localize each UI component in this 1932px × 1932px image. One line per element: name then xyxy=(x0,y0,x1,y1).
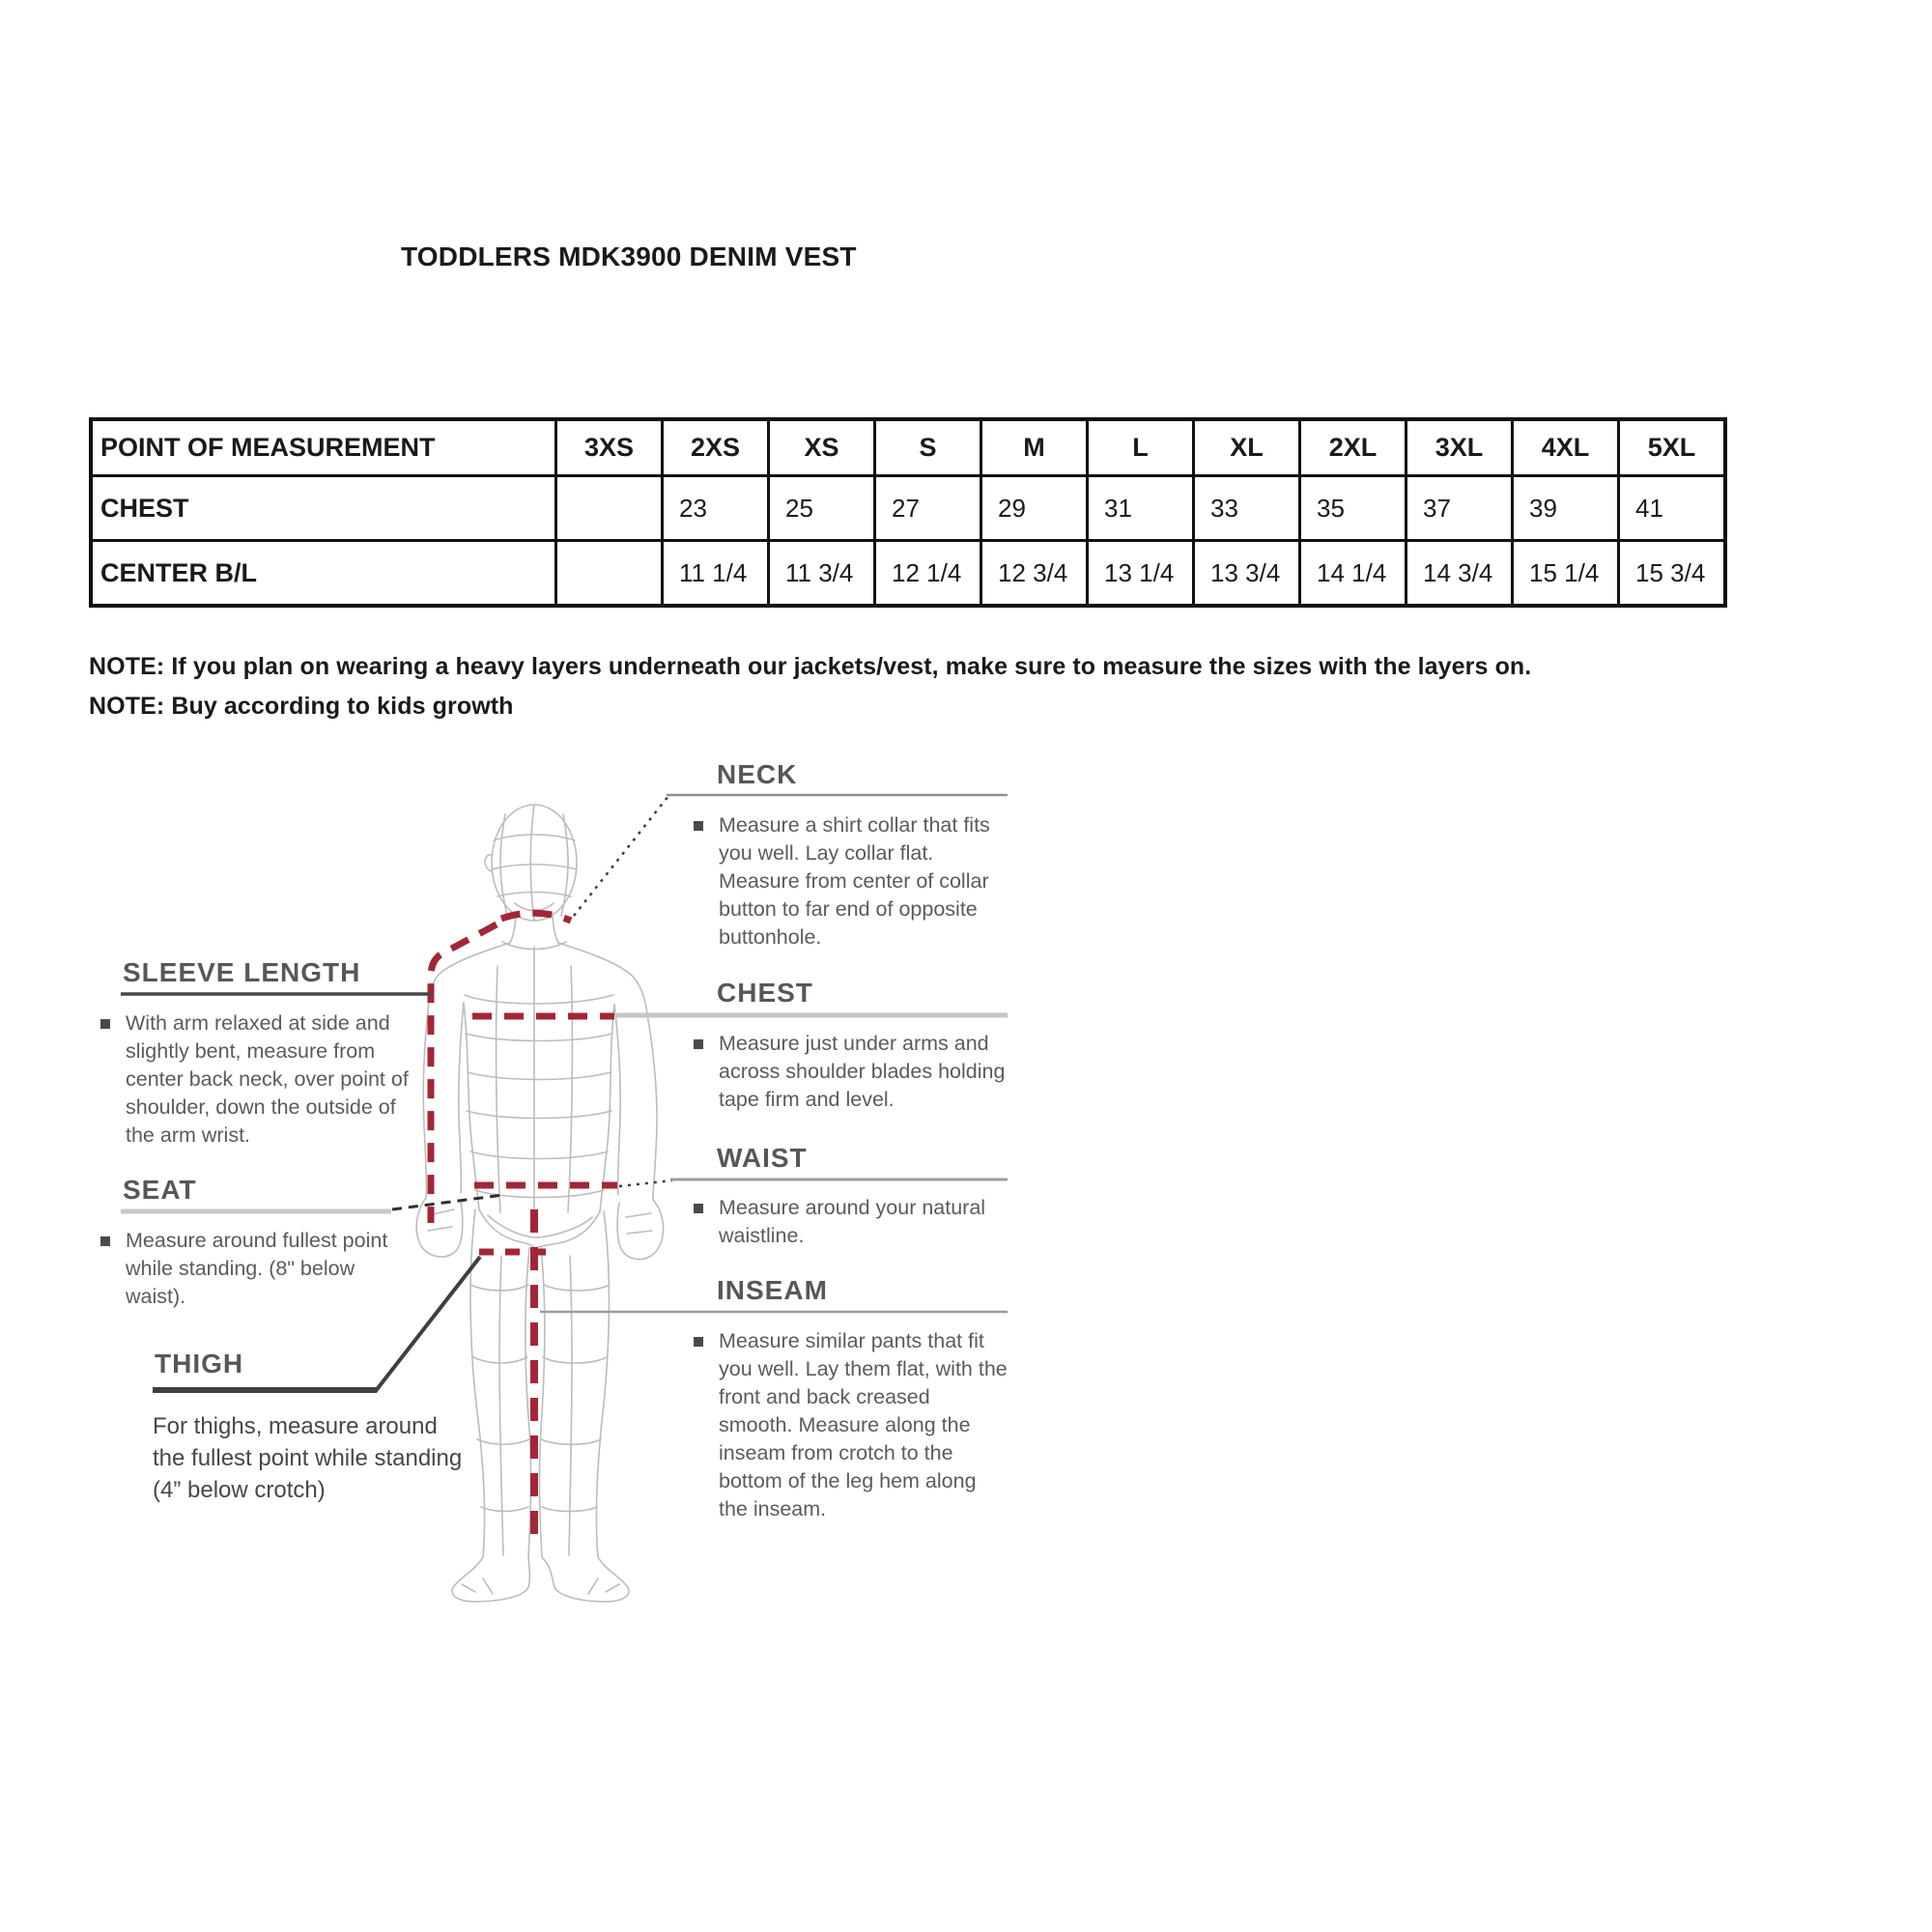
seat-pointer-line xyxy=(392,1195,503,1209)
neck-measure-line xyxy=(501,913,571,921)
chest-value-s: 27 xyxy=(875,476,981,541)
column-header-2xs: 2XS xyxy=(663,419,769,476)
centerbl-value-4xl: 15 1/4 xyxy=(1513,541,1619,607)
sleeve-length-label: SLEEVE LENGTH xyxy=(123,957,361,987)
sleeve-length-measure-line xyxy=(431,924,497,1223)
table-row-chest xyxy=(91,476,1725,541)
centerbl-value-s: 12 1/4 xyxy=(875,541,981,607)
bullet-square-icon xyxy=(100,1019,110,1029)
bullet-square-icon xyxy=(694,1337,703,1347)
chest-value-4xl: 39 xyxy=(1513,476,1619,541)
column-header-4xl: 4XL xyxy=(1513,419,1619,476)
thigh-label: THIGH xyxy=(155,1349,244,1378)
column-header-3xs: 3XS xyxy=(556,419,663,476)
thigh-description: For thighs, measure around the fullest point while standing (4” below crotch) xyxy=(153,1413,463,1503)
column-header-s: S xyxy=(875,419,981,476)
seat-description: Measure around fullest point while standing. (8" below waist). xyxy=(126,1229,388,1308)
chest-value-5xl: 41 xyxy=(1619,476,1726,541)
chest-value-3xs xyxy=(556,476,663,541)
centerbl-value-m: 12 3/4 xyxy=(981,541,1088,607)
bullet-square-icon xyxy=(100,1236,110,1246)
centerbl-value-3xl: 14 3/4 xyxy=(1406,541,1513,607)
centerbl-value-l: 13 1/4 xyxy=(1088,541,1194,607)
column-header-3xl: 3XL xyxy=(1406,419,1513,476)
bullet-square-icon xyxy=(694,1039,703,1049)
chest-label: CHEST xyxy=(717,978,813,1008)
neck-label: NECK xyxy=(717,759,798,789)
row-label-center-bl: CENTER B/L xyxy=(91,541,556,607)
waist-description: Measure around your natural waistline. xyxy=(719,1196,986,1247)
column-header-xs: XS xyxy=(769,419,875,476)
chest-value-xs: 25 xyxy=(769,476,875,541)
inseam-description: Measure similar pants that fit you well. Lay them flat, with the front and back creased smooth. Measure along the inseam from crotch to the bottom of the leg hem along the inseam. xyxy=(719,1329,1008,1520)
chest-value-2xl: 35 xyxy=(1300,476,1406,541)
column-header-m: M xyxy=(981,419,1088,476)
column-header-point-of-measurement: POINT OF MEASUREMENT xyxy=(91,419,556,476)
neck-description: Measure a shirt collar that fits you well. Lay collar flat. Measure from center of collar button to far end of opposite buttonhole. xyxy=(719,813,990,949)
chest-value-l: 31 xyxy=(1088,476,1194,541)
chest-value-2xs: 23 xyxy=(663,476,769,541)
inseam-label: INSEAM xyxy=(717,1275,828,1305)
centerbl-value-2xs: 11 1/4 xyxy=(663,541,769,607)
chest-value-m: 29 xyxy=(981,476,1088,541)
bullet-square-icon xyxy=(694,821,703,831)
column-header-l: L xyxy=(1088,419,1194,476)
centerbl-value-3xs xyxy=(556,541,663,607)
centerbl-value-5xl: 15 3/4 xyxy=(1619,541,1726,607)
size-table-header-row xyxy=(91,419,1725,476)
note-layers: NOTE: If you plan on wearing a heavy layers underneath our jackets/vest, make sure to measure the sizes with the layers on. xyxy=(89,653,1532,680)
chest-value-xl: 33 xyxy=(1194,476,1300,541)
table-row-center-bl xyxy=(91,541,1725,607)
note-kids-growth: NOTE: Buy according to kids growth xyxy=(89,693,514,720)
sleeve-length-description: With arm relaxed at side and slightly bent, measure from center back neck, over point of shoulder, down the outside of the arm wrist. xyxy=(126,1011,409,1147)
centerbl-value-xl: 13 3/4 xyxy=(1194,541,1300,607)
chest-description: Measure just under arms and across shoulder blades holding tape firm and level. xyxy=(719,1032,1006,1111)
bullet-square-icon xyxy=(694,1204,703,1213)
column-header-5xl: 5XL xyxy=(1619,419,1726,476)
chest-value-3xl: 37 xyxy=(1406,476,1513,541)
page-title: TODDLERS MDK3900 DENIM VEST xyxy=(401,242,857,271)
waist-label: WAIST xyxy=(717,1143,808,1173)
centerbl-value-xs: 11 3/4 xyxy=(769,541,875,607)
column-header-xl: XL xyxy=(1194,419,1300,476)
centerbl-value-2xl: 14 1/4 xyxy=(1300,541,1406,607)
waist-pointer-line xyxy=(619,1180,672,1186)
neck-pointer-line xyxy=(574,796,668,916)
row-label-chest: CHEST xyxy=(91,476,556,541)
size-table xyxy=(89,417,1727,608)
column-header-2xl: 2XL xyxy=(1300,419,1406,476)
seat-label: SEAT xyxy=(123,1175,197,1205)
